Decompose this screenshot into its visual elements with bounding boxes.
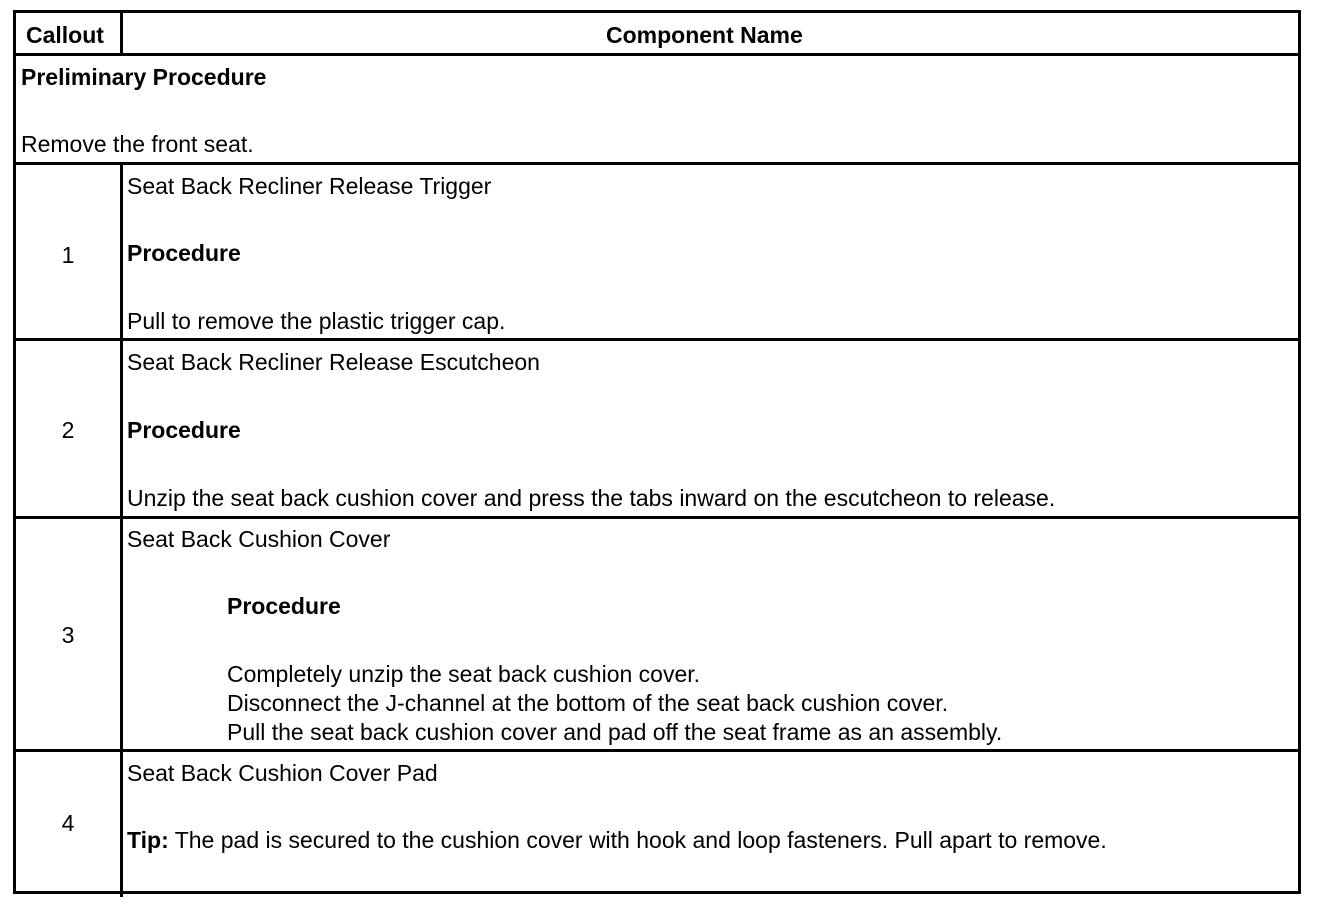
callout-2: 2 <box>61 417 75 443</box>
callout-4: 4 <box>61 810 75 836</box>
preliminary-text: Remove the front seat. <box>21 131 254 157</box>
preliminary-title: Preliminary Procedure <box>21 64 267 90</box>
tip-text: The pad is secured to the cushion cover with hook and loop fasteners. Pull apart to remove. <box>168 827 1107 853</box>
header-divider <box>16 53 1298 56</box>
component-name-2: Seat Back Recliner Release Escutcheon <box>127 349 540 375</box>
component-name-3: Seat Back Cushion Cover <box>127 526 391 552</box>
procedure-label-1: Procedure <box>127 240 241 266</box>
component-name-1: Seat Back Recliner Release Trigger <box>127 173 492 199</box>
header-callout: Callout <box>26 22 104 48</box>
procedure-label-3: Procedure <box>227 593 341 619</box>
procedure-step-3-3: Pull the seat back cushion cover and pad off the seat frame as an assembly. <box>227 719 1003 745</box>
preliminary-divider <box>16 162 1298 165</box>
row-divider-2 <box>16 516 1298 519</box>
row-divider-1 <box>16 338 1298 341</box>
procedure-table <box>13 10 1301 894</box>
header-component-name: Component Name <box>606 22 803 48</box>
procedure-step-1-1: Pull to remove the plastic trigger cap. <box>127 308 506 334</box>
component-name-4: Seat Back Cushion Cover Pad <box>127 760 438 786</box>
body-column-divider <box>120 165 123 897</box>
procedure-label-2: Procedure <box>127 417 241 443</box>
tip-line-4 <box>127 826 1107 855</box>
procedure-step-3-1: Completely unzip the seat back cushion cover. <box>227 661 701 687</box>
callout-3: 3 <box>61 622 75 648</box>
procedure-step-2-1: Unzip the seat back cushion cover and press the tabs inward on the escutcheon to release. <box>127 485 1056 511</box>
procedure-step-3-2: Disconnect the J-channel at the bottom of the seat back cushion cover. <box>227 690 949 716</box>
header-column-divider <box>120 13 123 53</box>
tip-label: Tip: <box>127 827 169 853</box>
callout-1: 1 <box>61 242 75 268</box>
row-divider-3 <box>16 749 1298 752</box>
